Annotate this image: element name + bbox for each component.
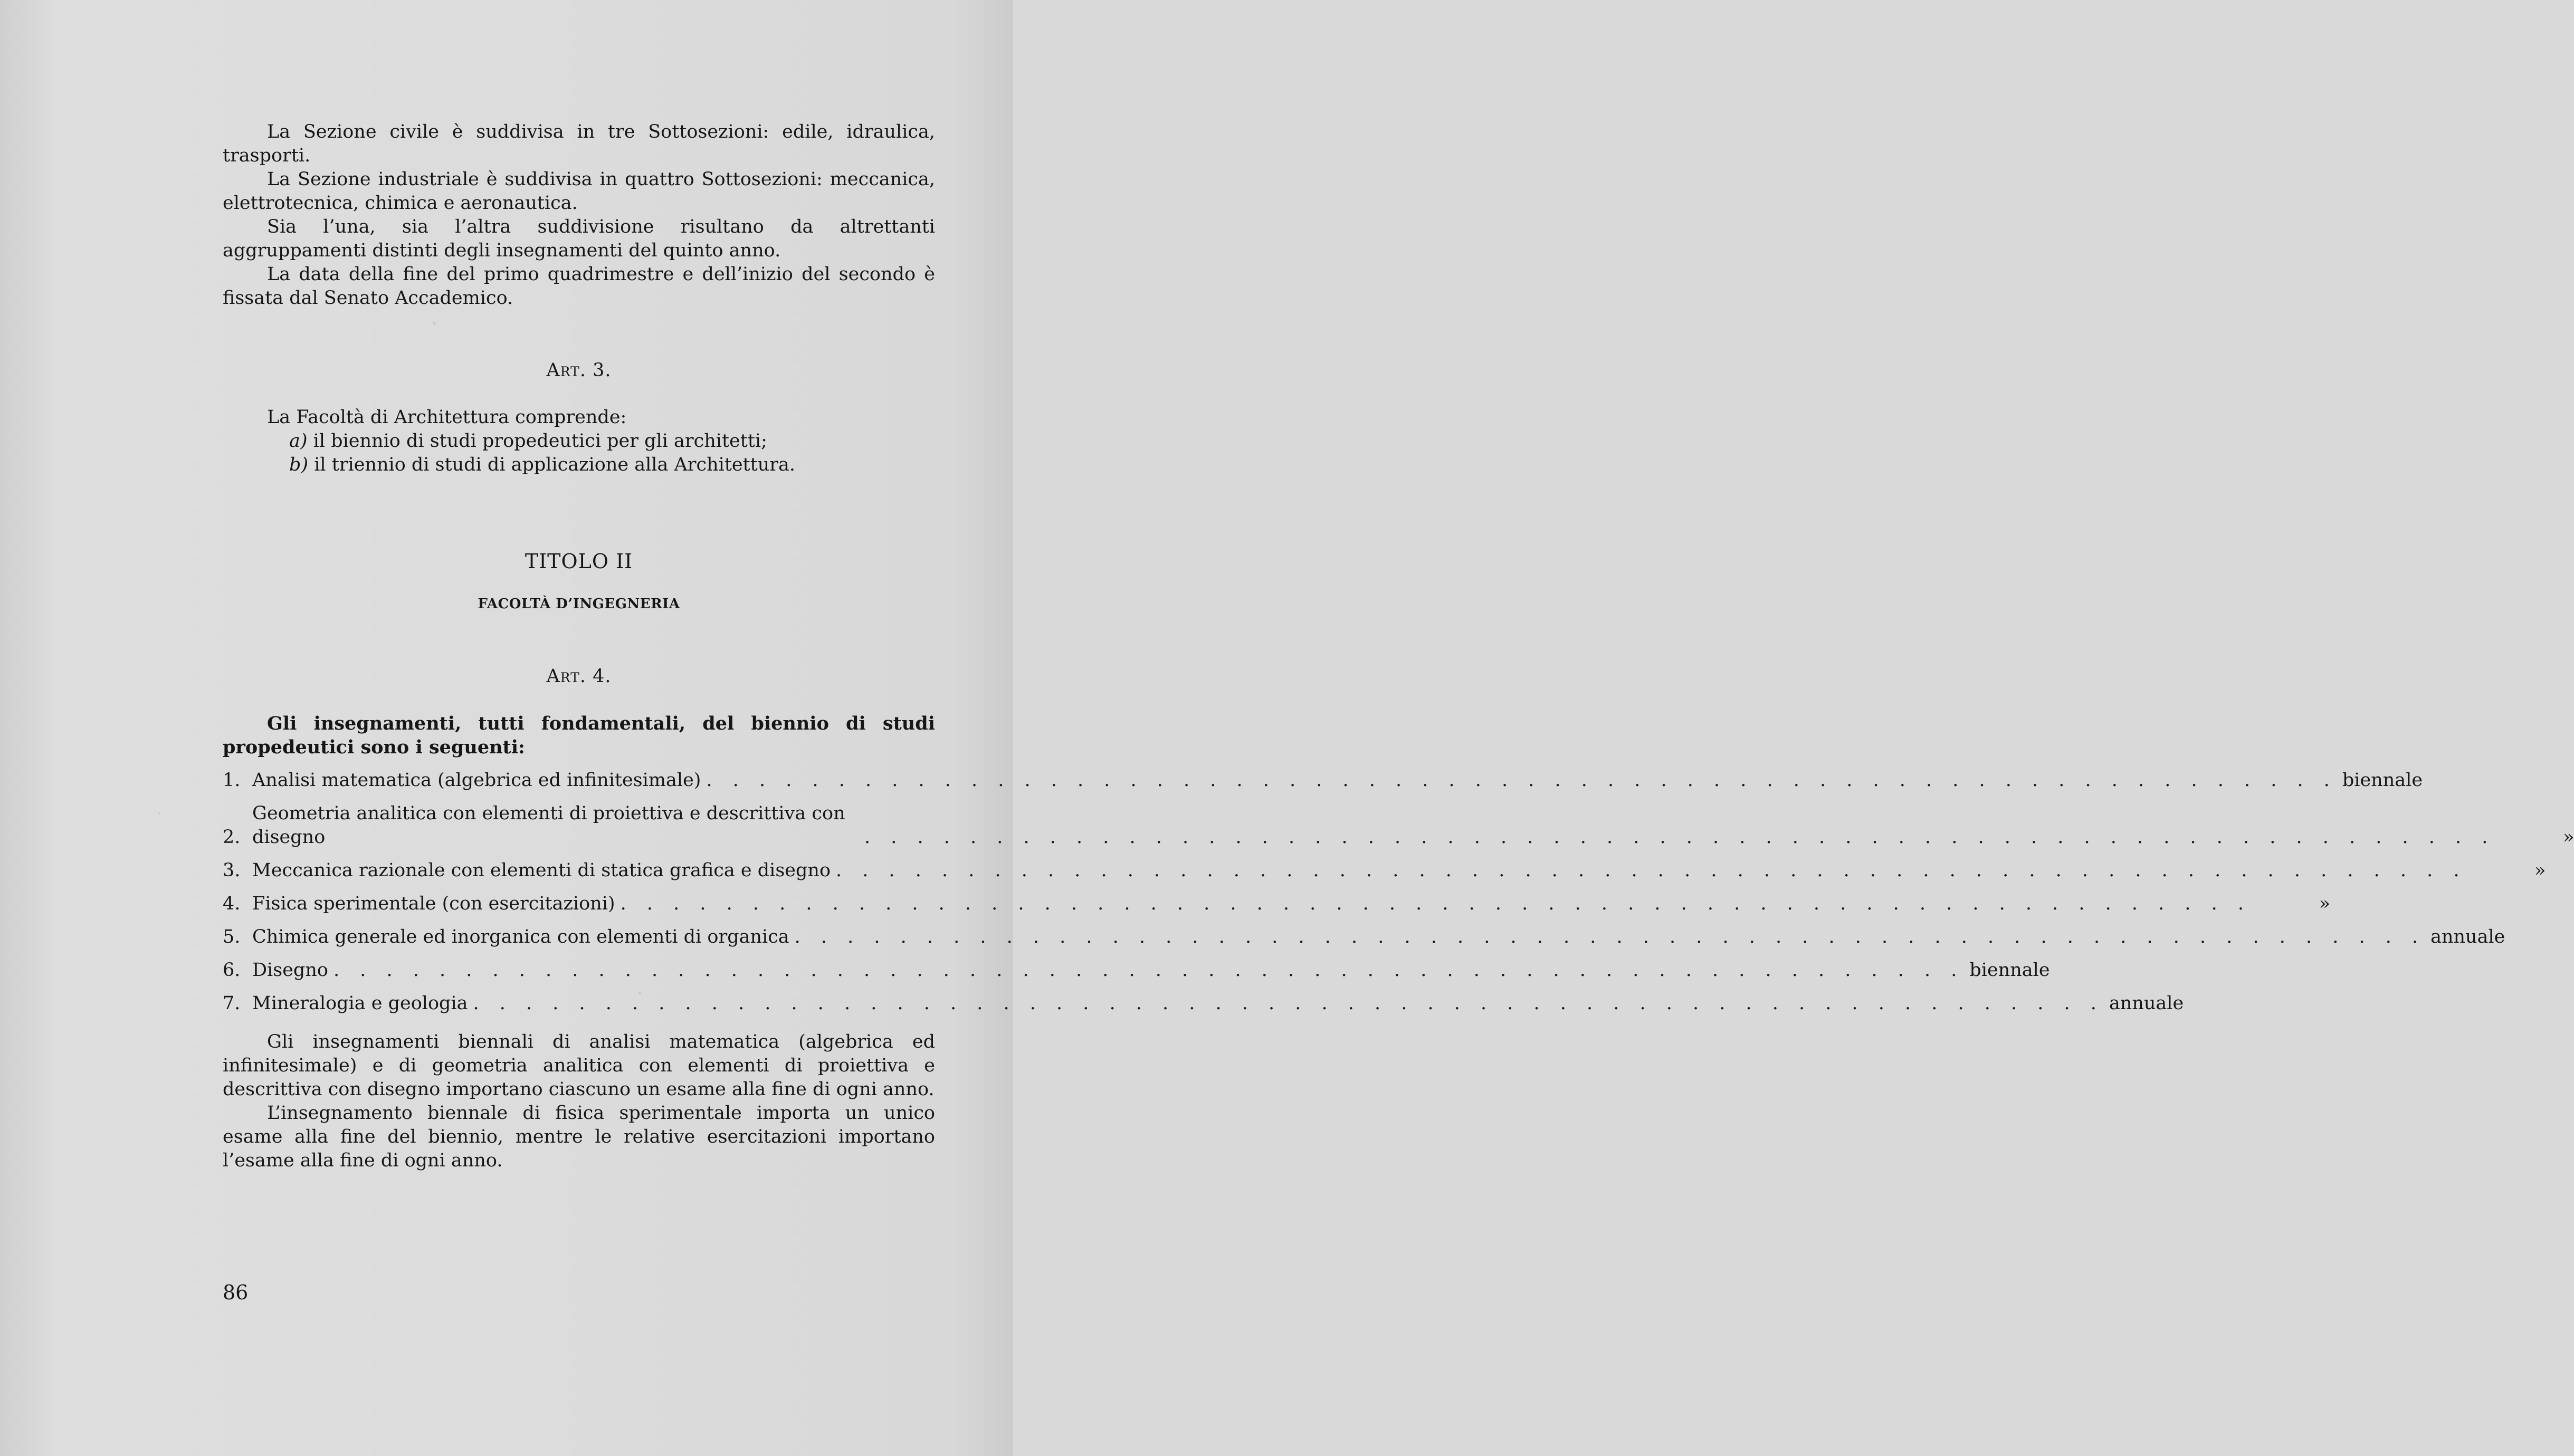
leader-dots [859, 826, 2500, 849]
item-text: il biennio di studi propedeutici per gli architetti; [313, 430, 767, 452]
course-duration: » [2563, 827, 2574, 848]
course-item-5 [223, 925, 2505, 949]
course-title: Fisica sperimentale (con esercitazioni) [252, 893, 615, 914]
course-title: Disegno [252, 960, 328, 981]
course-title: Geometria analitica con elementi di proiettiva e descrittiva con disegno [252, 803, 845, 848]
intro-paragraph-2: La Sezione industriale è suddivisa in quattro Sottosezioni: meccanica, elettrotecnica, chimica e aeronautica. [223, 169, 935, 214]
titolo-heading: TITOLO II [525, 550, 633, 573]
course-title: Chimica generale ed inorganica con elementi di organica [252, 926, 789, 947]
course-duration: » [2319, 893, 2331, 914]
article-3-intro: La Facoltà di Architettura comprende: [267, 407, 627, 428]
closing-paragraph-2: L’insegnamento biennale di fisica sperimentale importa un unico esame alla fine del biennio, mentre le relative esercitazioni importano l’esame alla fine di ogni anno. [223, 1103, 935, 1171]
course-duration: » [2534, 860, 2546, 881]
course-item-6 [223, 959, 2050, 982]
course-duration: annuale [2109, 993, 2184, 1014]
course-number: 4. [223, 893, 241, 914]
course-number: 7. [223, 993, 241, 1014]
leader-dots [789, 925, 2430, 949]
course-number: 1. [223, 770, 241, 791]
item-marker: a) [289, 430, 308, 452]
paper-speck [158, 812, 160, 815]
leader-dots [701, 769, 2342, 792]
course-item-4 [223, 892, 2331, 916]
course-duration: biennale [2342, 770, 2423, 791]
course-title: Analisi matematica (algebrica ed infinitesimale) [252, 770, 701, 791]
course-title: Meccanica razionale con elementi di statica grafica e disegno [252, 860, 831, 881]
course-item-7 [223, 992, 2184, 1016]
page-content [223, 120, 2574, 1173]
course-number: 3. [223, 860, 241, 881]
leader-dots [328, 959, 1969, 982]
intro-paragraph-1: La Sezione civile è suddivisa in tre Sottosezioni: edile, idraulica, trasporti. [223, 121, 935, 166]
closing-paragraph-1: Gli insegnamenti biennali di analisi matematica (algebrica ed infinitesimale) e di geometria analitica con elementi di proiettiva e descrittiva con disegno importano ciascuno un esame alla fine di ogni anno. [223, 1031, 935, 1100]
item-text: il triennio di studi di applicazione alla Architettura. [314, 454, 796, 475]
article-3-item-b [289, 453, 935, 477]
leader-dots [831, 859, 2472, 883]
course-title: Mineralogia e geologia [252, 993, 468, 1014]
course-item-1 [223, 769, 2423, 792]
course-item-2 [223, 802, 2574, 849]
intro-paragraph-3: Sia l’una, sia l’altra suddivisione risultano da altrettanti aggruppamenti distinti degli insegnamenti del quinto anno. [223, 216, 935, 261]
course-list [223, 769, 2574, 1016]
article-4-heading: Art. 4. [546, 666, 612, 687]
page-number: 86 [223, 1281, 249, 1304]
course-number: 5. [223, 926, 241, 947]
course-number: 6. [223, 960, 241, 981]
article-3-list [289, 429, 935, 477]
intro-paragraph-4: La data della fine del primo quadrimestre e dell’inizio del secondo è fissata dal Senato Accademico. [223, 264, 935, 309]
course-number: 2. [223, 827, 241, 848]
article-3-item-a [289, 429, 935, 453]
article-4-intro: Gli insegnamenti, tutti fondamentali, del biennio di studi propedeutici sono i seguenti: [223, 713, 935, 758]
leader-dots [468, 992, 2109, 1016]
course-duration: annuale [2430, 926, 2505, 947]
item-marker: b) [289, 454, 309, 475]
article-3-heading: Art. 3. [546, 360, 612, 381]
course-duration: biennale [1969, 960, 2050, 981]
course-item-3 [223, 859, 2546, 883]
leader-dots [615, 892, 2256, 916]
facolta-heading: FACOLTÀ D’INGEGNERIA [478, 596, 680, 612]
